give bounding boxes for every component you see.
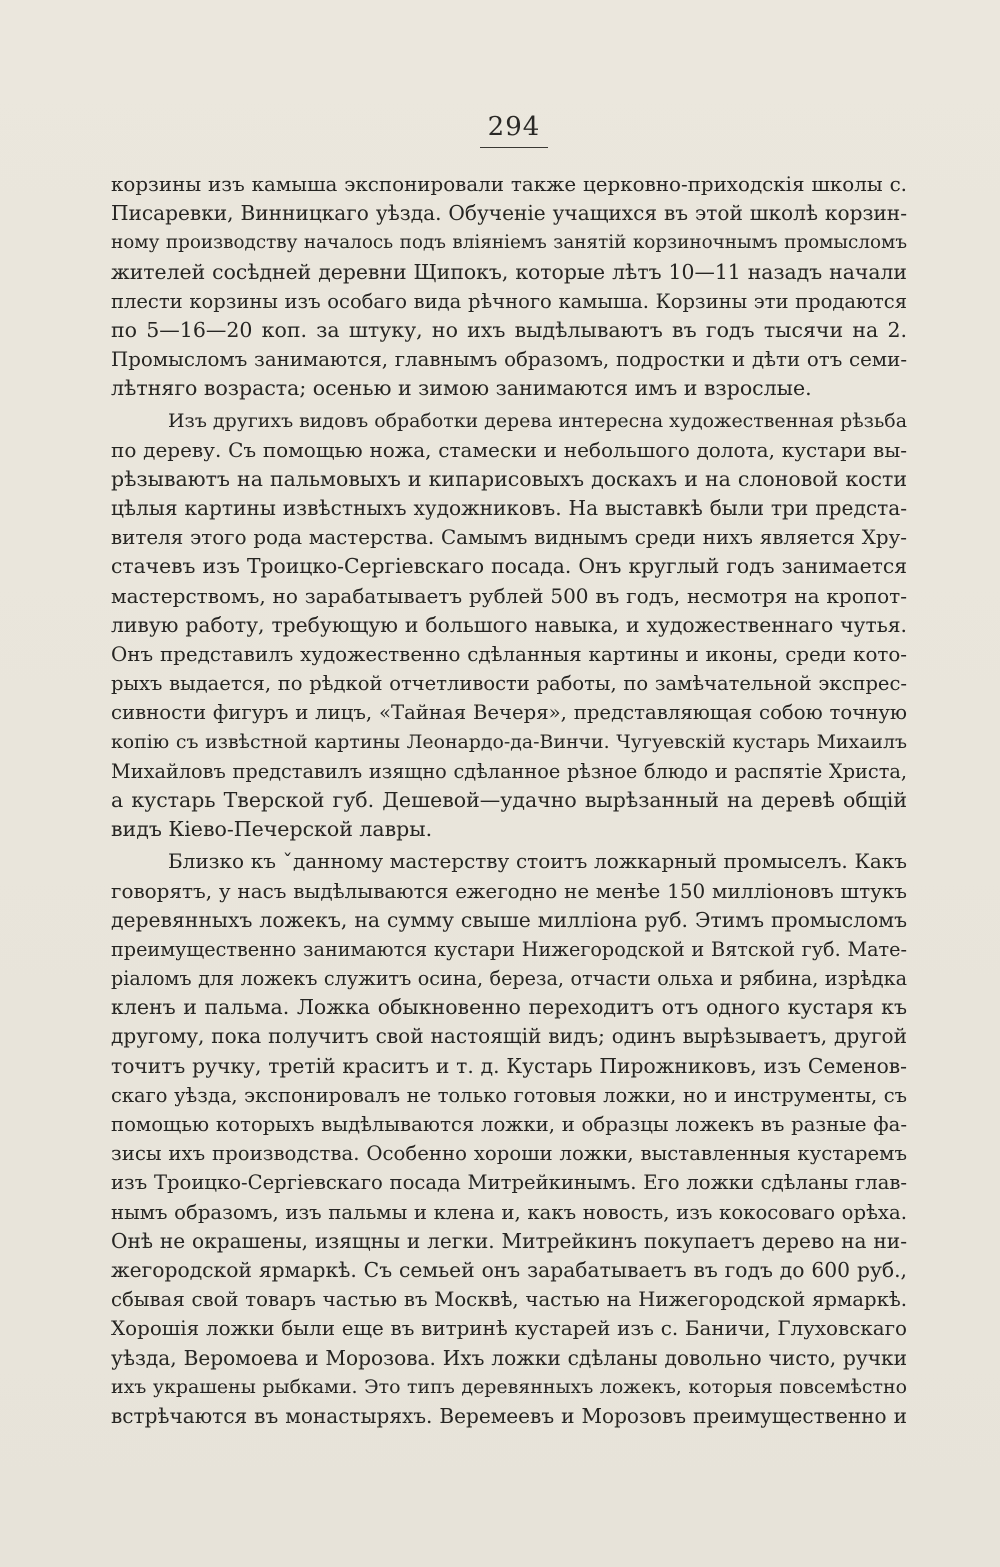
text-line: уѣзда, Веромоева и Морозова. Ихъ ложки сдѣланы довольно чисто, ручки [111,1345,907,1370]
text-line: сбывая свой товаръ частью въ Москвѣ, частью на Нижегородской ярмаркѣ. [111,1288,907,1312]
text-line: лѣтняго возраста; осенью и зимою занимаются имъ и взрослые. [111,376,812,401]
text-line: говорятъ, у насъ выдѣлываются ежегодно не менѣе 150 милліоновъ штукъ [111,878,907,903]
text-line: цѣлыя картины извѣстныхъ художниковъ. На выставкѣ были три предста- [111,496,907,521]
text-line: деревянныхъ ложекъ, на сумму свыше милліона руб. Этимъ промысломъ [111,907,907,932]
text-line: Хорошія ложки были еще въ витринѣ кустарей изъ с. Баничи, Глуховскаго [111,1317,907,1341]
text-line: ріаломъ для ложекъ служитъ осина, береза, отчасти ольха и рябина, изрѣдка [111,967,907,991]
text-line: видъ Кіево-Печерской лавры. [111,817,433,842]
text-line: ихъ украшены рыбками. Это типъ деревянныхъ ложекъ, которыя повсемѣстно [111,1375,907,1398]
text-line: копію съ извѣстной картины Леонардо-да-Винчи. Чугуевскій кустарь Михаилъ [111,730,907,753]
paragraph-2 [111,407,907,845]
text-line: плести корзины изъ особаго вида рѣчного камыша. Корзины эти продаются [111,289,907,313]
text-line: сивности фигуръ и лицъ, «Тайная Вечеря», представляющая собою точную [111,701,907,725]
text-line: Изъ другихъ видовъ обработки дерева интересна художественная рѣзьба [168,409,907,432]
text-line: ливую работу, требующую и большого навыка, и художественнаго чутья. [111,612,907,637]
page-number: 294 [480,112,549,148]
text-line: вителя этого рода мастерства. Самымъ виднымъ среди нихъ является Хру- [111,526,907,550]
text-line: Онѣ не окрашены, изящны и легки. Митрейкинъ покупаетъ дерево на ни- [111,1228,907,1253]
text-line: изъ Троицко-Сергіевскаго посада Митрейкинымъ. Его ложки сдѣланы глав- [111,1171,907,1195]
text-line: встрѣчаются въ монастыряхъ. Веремеевъ и Морозовъ преимущественно и [111,1403,907,1428]
paragraph-3 [111,847,907,1431]
text-line: корзины изъ камыша экспонировали также церковно-приходскія школы с. [111,173,907,196]
text-line: точитъ ручку, третій краситъ и т. д. Кустарь Пирожниковъ, изъ Семенов- [111,1053,907,1078]
text-line: стачевъ изъ Троицко-Сергіевскаго посада. Онъ круглый годъ занимается [111,554,907,579]
text-line: Близко къ ˇданному мастерству стоитъ ложкарный промыселъ. Какъ [168,849,907,874]
text-line: преимущественно занимаются кустари Нижегородской и Вятской губ. Мате- [111,937,907,961]
text-line: а кустарь Тверской губ. Дешевой—удачно вырѣзанный на деревѣ общій [111,787,907,812]
text-line: Онъ представилъ художественно сдѣланныя картины и иконы, среди кото- [111,643,907,666]
text-line: по 5—16—20 коп. за штуку, но ихъ выдѣлываютъ въ годъ тысячи на 2. [111,317,907,342]
text-line: зисы ихъ производства. Особенно хороши ложки, выставленныя кустаремъ [111,1142,907,1166]
text-line: по дереву. Съ помощью ножа, стамески и небольшого долота, кустари вы- [111,437,907,462]
text-line: жегородской ярмаркѣ. Съ семьей онъ зарабатываетъ въ годъ до 600 руб., [111,1257,907,1282]
text-line: ному производству началось подъ вліяніемъ занятій корзиночнымъ промысломъ [111,232,907,254]
text-line: Промысломъ занимаются, главнымъ образомъ, подростки и дѣти отъ семи- [111,348,907,372]
paragraph-1 [111,170,907,404]
text-line: кленъ и пальма. Ложка обыкновенно переходитъ отъ одного кустаря къ [111,995,907,1020]
text-line: нымъ образомъ, изъ пальмы и клена и, какъ новость, изъ кокосоваго орѣха. [111,1200,907,1224]
text-line: рыхъ выдается, по рѣдкой отчетливости работы, по замѣчательной экспрес- [111,672,907,696]
page-header [0,112,1000,148]
text-line: Писаревки, Винницкаго уѣзда. Обученіе учащихся въ этой школѣ корзин- [111,201,907,226]
text-line: рѣзываютъ на пальмовыхъ и кипарисовыхъ доскахъ и на слоновой кости [111,466,907,491]
text-line: другому, пока получитъ свой настоящій видъ; одинъ вырѣзываетъ, другой [111,1024,907,1049]
text-line: помощью которыхъ выдѣлываются ложки, и образцы ложекъ въ разные фа- [111,1113,907,1136]
text-line: жителей сосѣдней деревни Щипокъ, которые лѣтъ 10—11 назадъ начали [111,259,907,284]
body-text [111,170,907,1431]
text-line: мастерствомъ, но зарабатываетъ рублей 500 въ годъ, несмотря на кропот- [111,583,907,608]
text-line: Михайловъ представилъ изящно сдѣланное рѣзное блюдо и распятіе Христа, [111,759,907,783]
text-line: скаго уѣзда, экспонировалъ не только готовыя ложки, но и инструменты, съ [111,1083,907,1107]
